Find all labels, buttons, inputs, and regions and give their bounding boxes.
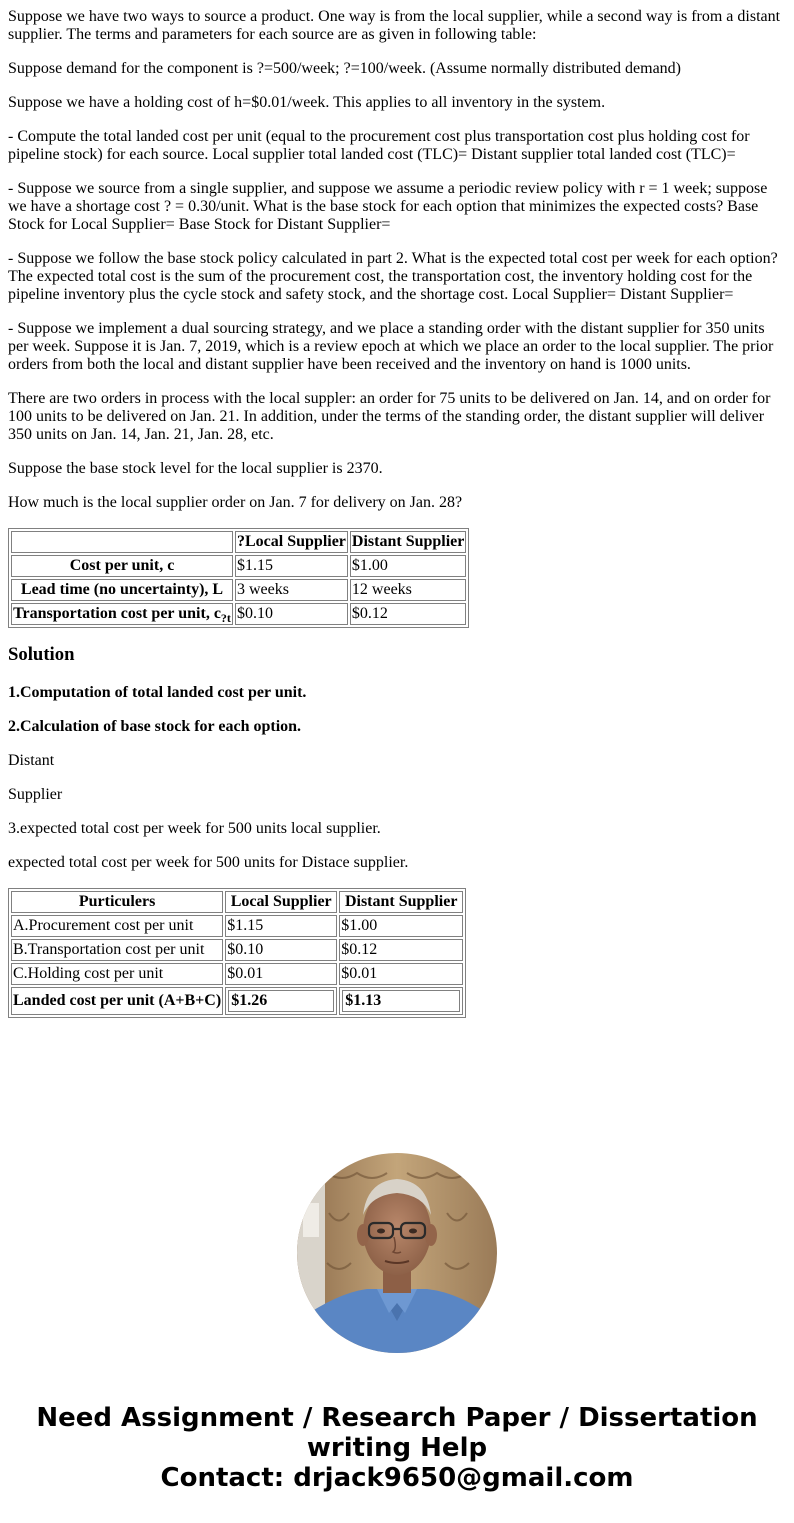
row-label-procurement: A.Procurement cost per unit: [11, 915, 223, 937]
row-label-landed-total: Landed cost per unit (A+B+C): [11, 987, 223, 1015]
cell-local-cost: $1.15: [235, 555, 348, 577]
table-row: [11, 531, 466, 553]
row-label-transportation: B.Transportation cost per unit: [11, 939, 223, 961]
table-header-blank: [11, 531, 233, 553]
contact-footer: [0, 1403, 794, 1493]
supplier-parameters-table: [8, 528, 469, 628]
cell-local-lead-time: 3 weeks: [235, 579, 348, 601]
row-label-transport-text: Transportation cost per unit, c: [13, 605, 221, 622]
solution-distant-label: Distant: [8, 752, 55, 769]
question-paragraph-7: - Suppose we implement a dual sourcing strategy, and we place a standing order with the distant supplier for 350 units per week. Suppose it is Jan. 7, 2019, which is a review epoch at which we place an order to the local supplier. The prior orders from both the local and distant supplier have been received and the inventory on hand is 1000 units.: [8, 320, 774, 373]
solution-step-3-local: 3.expected total cost per week for 500 units local supplier.: [8, 820, 381, 837]
cell-distant-lead-time: 12 weeks: [350, 579, 466, 601]
table-header-distant: Distant Supplier: [339, 891, 463, 913]
solution-step-2: 2.Calculation of base stock for each option.: [8, 718, 302, 735]
cell-distant-cost: $1.00: [350, 555, 466, 577]
table-row: [11, 555, 466, 577]
question-paragraph-8: There are two orders in process with the local suppler: an order for 75 units to be delivered on Jan. 14, and on order for 100 units to be delivered on Jan. 21. In addition, under the terms of the standing order, the distant supplier will deliver 350 units on Jan. 14, Jan. 21, Jan. 28, etc.: [8, 390, 771, 443]
question-paragraph-4: - Compute the total landed cost per unit (equal to the procurement cost plus transportation cost plus holding cost for pipeline stock) for each source. Local supplier total landed cost (TLC)= Distant supplier total landed cost (TLC)=: [8, 128, 750, 163]
table-header-distant: Distant Supplier: [350, 531, 466, 553]
distant-landed-total-value: $1.13: [342, 990, 460, 1012]
footer-contact-email[interactable]: Contact: drjack9650@gmail.com: [160, 1463, 634, 1493]
question-paragraph-10: How much is the local supplier order on Jan. 7 for delivery on Jan. 28?: [8, 494, 463, 511]
cell-distant-transport: $0.12: [350, 603, 466, 625]
avatar-portrait-image: [297, 1153, 497, 1353]
row-label-transport-subscript: ?t: [220, 611, 231, 626]
row-label-holding: C.Holding cost per unit: [11, 963, 223, 985]
cell-distant-landed-total: [339, 987, 463, 1015]
question-paragraph-5: - Suppose we source from a single supplier, and suppose we assume a periodic review policy with r = 1 week; suppose we have a shortage cost ? = 0.30/unit. What is the base stock for each option that minimizes the expected costs? Base Stock for Local Supplier= Base Stock for Distant Supplier=: [8, 180, 768, 233]
table-row: [11, 987, 463, 1015]
cell-local-transportation: $0.10: [225, 939, 337, 961]
question-paragraph-3: Suppose we have a holding cost of h=$0.01/week. This applies to all inventory in the system.: [8, 94, 606, 111]
cell-distant-transportation: $0.12: [339, 939, 463, 961]
cell-local-landed-total: [225, 987, 337, 1015]
question-paragraph-2: Suppose demand for the component is ?=500/week; ?=100/week. (Assume normally distributed demand): [8, 60, 682, 77]
local-landed-total-value: $1.26: [228, 990, 334, 1012]
table-row: [11, 939, 463, 961]
footer-line-2: writing Help: [306, 1433, 488, 1463]
table-row: [11, 963, 463, 985]
cell-local-holding: $0.01: [225, 963, 337, 985]
table-row: [11, 603, 466, 625]
cell-distant-procurement: $1.00: [339, 915, 463, 937]
solution-step-1: 1.Computation of total landed cost per unit.: [8, 684, 307, 701]
question-paragraph-9: Suppose the base stock level for the local supplier is 2370.: [8, 460, 383, 477]
row-label-transport: [11, 603, 233, 625]
table-header-particulars: Purticulers: [11, 891, 223, 913]
cell-distant-holding: $0.01: [339, 963, 463, 985]
table-row: [11, 915, 463, 937]
solution-supplier-label: Supplier: [8, 786, 63, 803]
row-label-cost: Cost per unit, c: [11, 555, 233, 577]
question-paragraph-1: Suppose we have two ways to source a product. One way is from the local supplier, while a second way is from a distant supplier. The terms and parameters for each source are as given in following table:: [8, 8, 781, 43]
question-paragraph-6: - Suppose we follow the base stock policy calculated in part 2. What is the expected total cost per week for each option? The expected total cost is the sum of the procurement cost, the transportation cost, the inventory holding cost for the pipeline inventory plus the cycle stock and safety stock, and the shortage cost. Local Supplier= Distant Supplier=: [8, 250, 778, 303]
solution-heading: Solution: [8, 644, 75, 665]
cell-local-procurement: $1.15: [225, 915, 337, 937]
cell-local-transport: $0.10: [235, 603, 348, 625]
row-label-lead-time: Lead time (no uncertainty), L: [11, 579, 233, 601]
table-header-local: ?Local Supplier: [235, 531, 348, 553]
landed-cost-table: [8, 888, 466, 1018]
table-row: [11, 579, 466, 601]
footer-line-1: Need Assignment / Research Paper / Dissertation: [36, 1403, 758, 1433]
avatar: [297, 1153, 497, 1353]
table-row: [11, 891, 463, 913]
solution-step-3-distant: expected total cost per week for 500 units for Distace supplier.: [8, 854, 409, 871]
table-header-local: Local Supplier: [225, 891, 337, 913]
